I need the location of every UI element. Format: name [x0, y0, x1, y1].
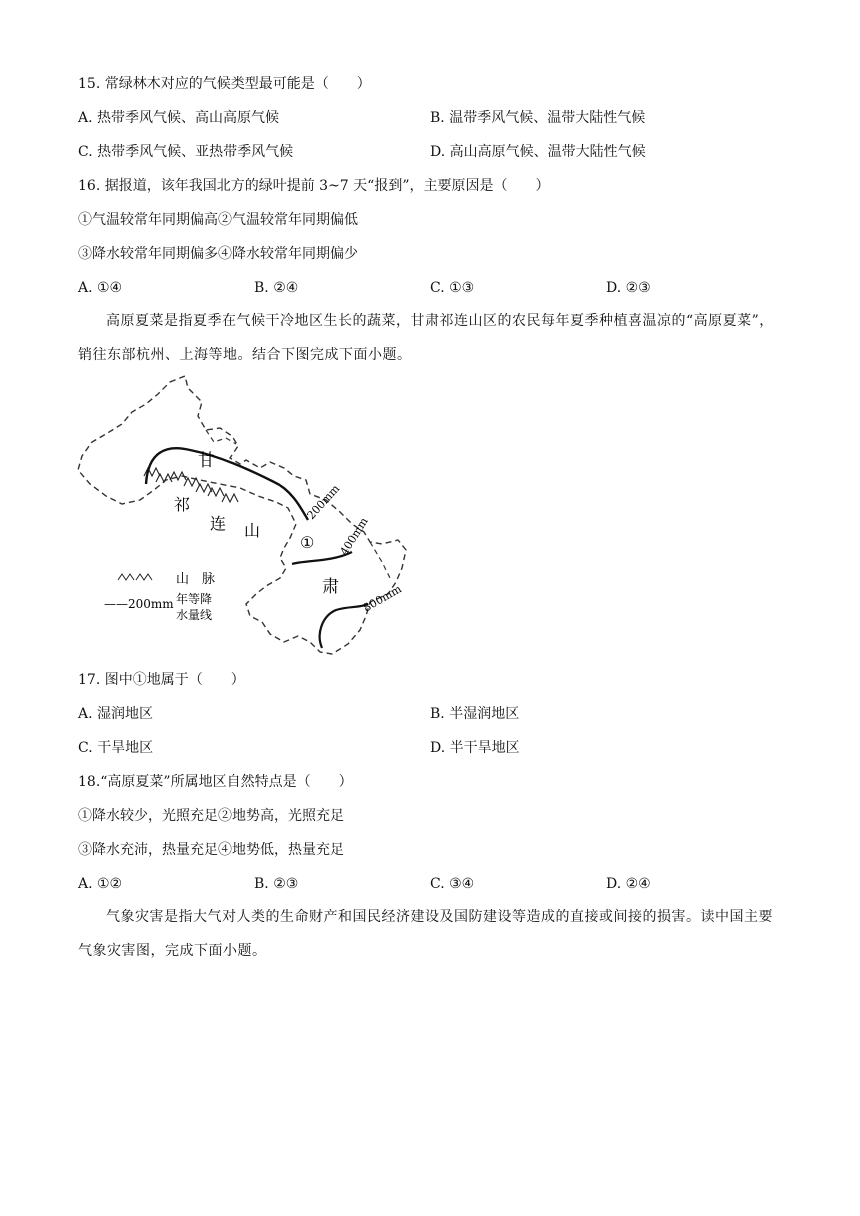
passage-gaoyuan-xiacai: 高原夏菜是指夏季在气候干冷地区生长的蔬菜，甘肃祁连山区的农民每年夏季种植喜温凉的“高原夏菜”，销往东部杭州、上海等地。结合下图完成下面小题。: [78, 313, 774, 363]
q15-stem: 15. 常绿林木对应的气候类型最可能是（ ）: [78, 76, 371, 92]
q17-option-a[interactable]: A. 湿润地区: [78, 706, 154, 722]
q18-option-a[interactable]: A. ①②: [78, 876, 123, 892]
legend-isohyet-label-2: 水量线: [176, 608, 213, 622]
isohyet-800mm-label: 800mm: [361, 582, 404, 615]
q16-items-1: ①气温较常年同期偏高②气温较常年同期偏低: [78, 212, 358, 228]
map-char-lian: 连: [210, 514, 227, 533]
map-legend: [104, 572, 215, 622]
gansu-map: [70, 372, 430, 664]
q18-option-c[interactable]: C. ③④: [430, 876, 475, 892]
q16-items-2: ③降水较常年同期偏多④降水较常年同期偏少: [78, 246, 358, 262]
q17-option-d[interactable]: D. 半干旱地区: [430, 740, 520, 756]
q16-stem: 16. 据报道，该年我国北方的绿叶提前 3~7 天“报到”，主要原因是（ ）: [78, 178, 550, 194]
q16-option-a[interactable]: A. ①④: [78, 280, 123, 296]
q15-option-b[interactable]: B. 温带季风气候、温带大陆性气候: [430, 110, 646, 126]
inner-boundary: [206, 430, 236, 444]
isohyet-200mm-label: 200mm: [304, 482, 343, 523]
q17-stem: 17. 图中①地属于（ ）: [78, 672, 245, 688]
q18-stem: 18.“高原夏菜”所属地区自然特点是（ ）: [78, 774, 353, 790]
legend-mountain-label: 山 脉: [176, 572, 216, 587]
q16-option-d[interactable]: D. ②③: [606, 280, 651, 296]
isohyet-800mm: [320, 604, 368, 648]
inner-boundary-east: [370, 542, 390, 578]
q15-option-c[interactable]: C. 热带季风气候、亚热带季风气候: [78, 144, 294, 160]
map-char-su: 肃: [322, 577, 339, 597]
q15-option-d[interactable]: D. 高山高原气候、温带大陆性气候: [430, 144, 646, 160]
q16-option-c[interactable]: C. ①③: [430, 280, 475, 296]
province-boundary: [78, 376, 406, 654]
q17-option-b[interactable]: B. 半湿润地区: [430, 706, 520, 722]
isohyet-400mm-label: 400mm: [337, 515, 371, 558]
q15-option-a[interactable]: A. 热带季风气候、高山高原气候: [78, 110, 280, 126]
q18-option-d[interactable]: D. ②④: [606, 876, 651, 892]
q18-items-1: ①降水较少，光照充足②地势高，光照充足: [78, 808, 344, 824]
q18-items-2: ③降水充沛，热量充足④地势低，热量充足: [78, 842, 344, 858]
legend-isohyet-sample: ——200mm: [104, 597, 174, 611]
isohyet-200mm: [146, 448, 308, 520]
map-char-shan: 山: [244, 521, 261, 540]
region-1-label: ①: [300, 533, 315, 552]
q16-option-b[interactable]: B. ②④: [254, 280, 299, 296]
map-char-gan: 甘: [198, 451, 215, 471]
passage-meteorological-disaster: 气象灾害是指大气对人类的生命财产和国民经济建设及国防建设等造成的直接或间接的损害。读中国主要气象灾害图，完成下面小题。: [78, 909, 773, 959]
q18-option-b[interactable]: B. ②③: [254, 876, 299, 892]
legend-mountain-icon: [118, 574, 152, 580]
map-char-qi: 祁: [174, 495, 191, 514]
q17-option-c[interactable]: C. 干旱地区: [78, 740, 154, 756]
legend-isohyet-label-1: 年等降: [176, 592, 213, 606]
